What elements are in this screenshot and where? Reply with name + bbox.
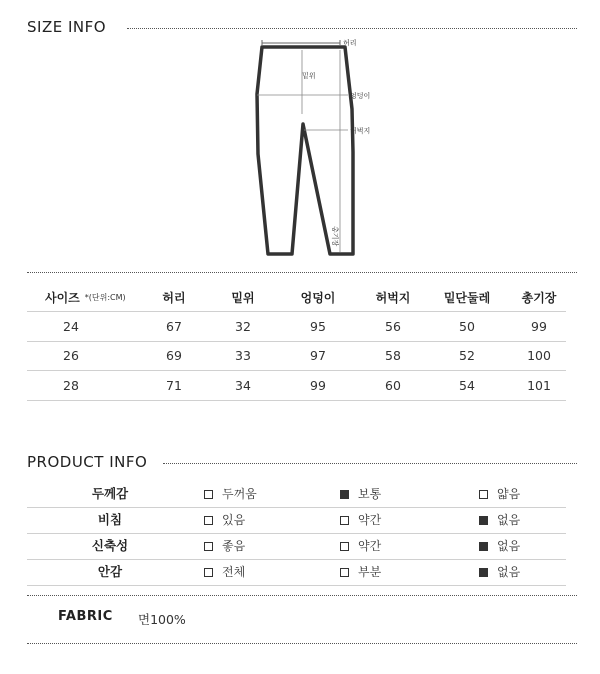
length-label: 총기장 <box>331 226 339 247</box>
unit-label: *(단위:CM) <box>84 292 126 302</box>
value-cell: 33 <box>235 348 251 364</box>
checkbox-icon <box>204 490 213 499</box>
option <box>340 533 381 559</box>
size-cell: 28 <box>63 377 79 393</box>
checkbox-icon <box>204 568 213 577</box>
checkbox-icon <box>479 490 488 499</box>
col-header-hem: 밑단둘레 <box>443 290 491 305</box>
option <box>340 507 381 533</box>
rise-label: 밑위 <box>302 72 316 80</box>
value-cell: 32 <box>235 318 251 334</box>
size-table <box>27 283 566 401</box>
fabric-label: FABRIC <box>58 609 113 624</box>
option-label: 얇음 <box>497 487 521 501</box>
row-label: 안감 <box>97 564 123 579</box>
hip-label: 엉덩이 <box>350 92 371 100</box>
value-cell: 71 <box>166 377 182 393</box>
size-info-title: SIZE INFO <box>27 18 107 36</box>
option-label: 부분 <box>358 565 382 579</box>
checkbox-checked-icon <box>479 542 488 551</box>
value-cell: 56 <box>385 318 401 334</box>
option-label: 좋음 <box>222 539 246 553</box>
option-label: 두꺼움 <box>222 487 257 501</box>
option <box>204 507 245 533</box>
option <box>479 507 520 533</box>
value-cell: 97 <box>310 348 326 364</box>
option-label: 약간 <box>358 513 382 527</box>
checkbox-checked-icon <box>340 490 349 499</box>
product-row-lining <box>27 559 566 586</box>
checkbox-checked-icon <box>479 568 488 577</box>
value-cell: 99 <box>310 377 326 393</box>
option-label: 약간 <box>358 539 382 553</box>
pants-diagram <box>240 34 390 264</box>
product-info-title: PRODUCT INFO <box>27 453 148 471</box>
diagram-divider <box>27 272 577 273</box>
value-cell: 101 <box>527 377 551 393</box>
value-cell: 69 <box>166 348 182 364</box>
checkbox-icon <box>340 516 349 525</box>
fabric-bottom-divider <box>27 643 577 644</box>
checkbox-icon <box>204 516 213 525</box>
size-cell: 24 <box>63 318 79 334</box>
value-cell: 34 <box>235 377 251 393</box>
table-row <box>27 342 566 372</box>
option-label: 보통 <box>358 487 382 501</box>
option <box>340 559 381 585</box>
option-label: 없음 <box>497 539 521 553</box>
checkbox-checked-icon <box>479 516 488 525</box>
product-title-divider <box>163 463 577 464</box>
row-label: 비침 <box>97 512 123 527</box>
option-label: 전체 <box>222 565 246 579</box>
value-cell: 50 <box>459 318 475 334</box>
size-table-header <box>27 283 566 312</box>
table-row <box>27 371 566 401</box>
option-label: 없음 <box>497 513 521 527</box>
value-cell: 67 <box>166 318 182 334</box>
value-cell: 52 <box>459 348 475 364</box>
size-cell: 26 <box>63 348 79 364</box>
row-label: 신축성 <box>91 538 129 553</box>
size-header-label: 사이즈 <box>45 290 80 305</box>
waist-label: 허리 <box>343 39 357 47</box>
option <box>340 481 381 507</box>
title-divider <box>127 28 577 29</box>
option <box>204 533 245 559</box>
checkbox-icon <box>204 542 213 551</box>
option <box>479 559 520 585</box>
option-label: 없음 <box>497 565 521 579</box>
col-header-thigh: 허벅지 <box>375 290 411 305</box>
fabric-top-divider <box>27 595 577 596</box>
col-header-hip: 엉덩이 <box>300 290 336 305</box>
col-header-waist: 허리 <box>162 290 186 305</box>
table-row <box>27 312 566 342</box>
col-header-length: 총기장 <box>521 290 557 305</box>
row-label: 두께감 <box>91 486 129 501</box>
value-cell: 95 <box>310 318 326 334</box>
option <box>479 481 520 507</box>
option <box>204 481 257 507</box>
option <box>479 533 520 559</box>
value-cell: 60 <box>385 377 401 393</box>
col-header-rise: 밑위 <box>231 290 255 305</box>
value-cell: 58 <box>385 348 401 364</box>
checkbox-icon <box>340 568 349 577</box>
product-row-stretch <box>27 533 566 560</box>
value-cell: 54 <box>459 377 475 393</box>
product-row-thickness <box>27 481 566 508</box>
pants-diagram-svg <box>240 34 390 264</box>
value-cell: 99 <box>531 318 547 334</box>
option <box>204 559 245 585</box>
checkbox-icon <box>340 542 349 551</box>
thigh-label: 허벅지 <box>350 127 371 135</box>
product-row-sheerness <box>27 507 566 534</box>
value-cell: 100 <box>527 348 551 364</box>
option-label: 있음 <box>222 513 246 527</box>
fabric-value: 면100% <box>138 612 186 627</box>
